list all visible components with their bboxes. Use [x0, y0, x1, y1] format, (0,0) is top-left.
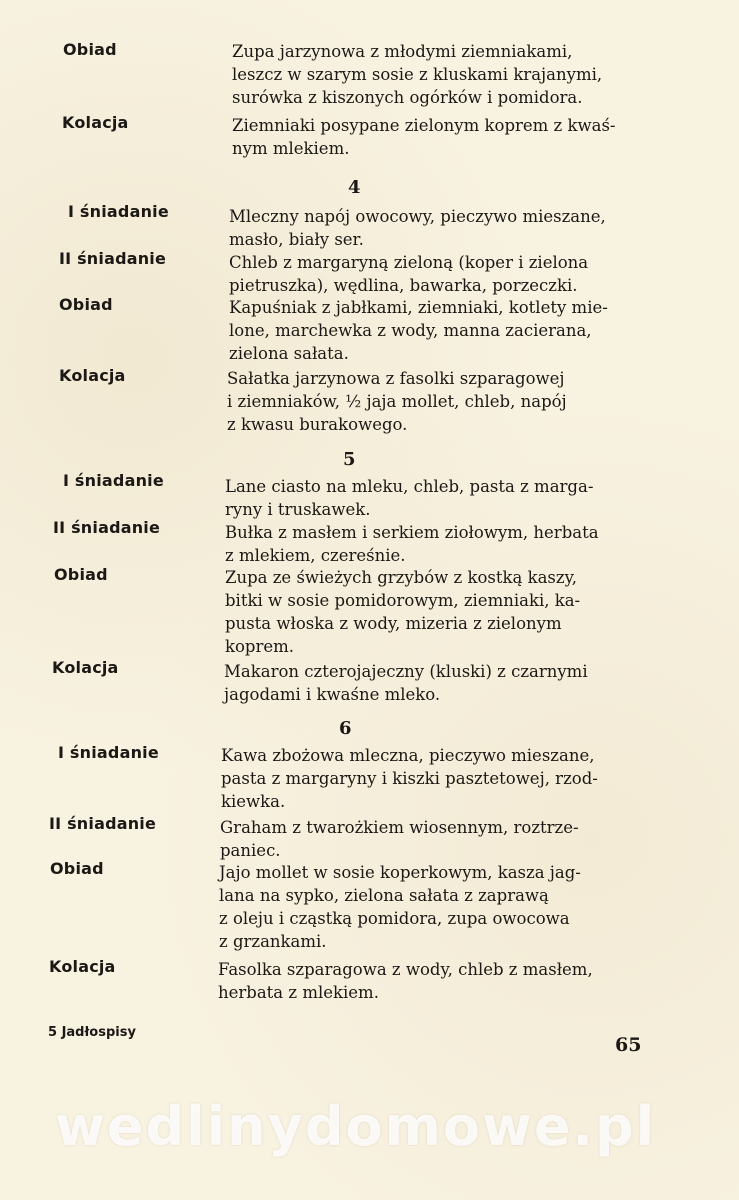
- meal-label: I śniadanie: [68, 202, 169, 221]
- meal-description: Zupa jarzynowa z młodymi ziemniakami, leszcz w szarym sosie z kluskami krajanymi, surówka z kiszonych ogórków i pomidora.: [232, 42, 603, 107]
- meal-description: Ziemniaki posypane zielonym koprem z kwaś- nym mlekiem.: [232, 116, 616, 158]
- meal-description: Fasolka szparagowa z wody, chleb z masłem, herbata z mlekiem.: [218, 960, 593, 1002]
- meal-description: Chleb z margaryną zieloną (koper i zielona pietruszka), wędlina, bawarka, porzeczki.: [229, 253, 589, 295]
- signature-mark: 5 Jadłospisy: [48, 1025, 136, 1040]
- meal-description: Kawa zbożowa mleczna, pieczywo mieszane, pasta z margaryny i kiszki pasztetowej, rzod- kiewka.: [221, 746, 598, 811]
- meal-description: Bułka z masłem i serkiem ziołowym, herbata z mlekiem, czereśnie.: [225, 523, 599, 565]
- meal-label: II śniadanie: [59, 249, 167, 268]
- day-number: 6: [339, 718, 352, 739]
- day-number: 4: [348, 177, 361, 198]
- meal-label: Kolacja: [52, 658, 119, 677]
- meal-label: Kolacja: [62, 113, 129, 132]
- meal-label: Kolacja: [59, 366, 126, 385]
- watermark: wedlinydomowe.pl: [55, 1095, 657, 1158]
- meal-label: II śniadanie: [49, 814, 157, 833]
- meal-description: Jajo mollet w sosie koperkowym, kasza jag- lana na sypko, zielona sałata z zaprawą z oleju i cząstką pomidora, zupa owocowa z grzankami.: [219, 863, 581, 951]
- meal-label: Kolacja: [49, 957, 116, 976]
- meal-description: Kapuśniak z jabłkami, ziemniaki, kotlety mie- lone, marchewka z wody, manna zacierana, zielona sałata.: [229, 298, 608, 363]
- meal-label: I śniadanie: [58, 743, 159, 762]
- page-number: 65: [615, 1034, 642, 1056]
- meal-label: Obiad: [59, 295, 113, 314]
- meal-label: I śniadanie: [63, 471, 164, 490]
- meal-description: Graham z twarożkiem wiosennym, roztrze- paniec.: [220, 818, 579, 860]
- meal-label: Obiad: [54, 565, 108, 584]
- meal-description: Makaron czterojajeczny (kluski) z czarnymi jagodami i kwaśne mleko.: [224, 662, 588, 704]
- day-number: 5: [343, 449, 356, 470]
- meal-label: Obiad: [50, 859, 104, 878]
- meal-label: Obiad: [63, 40, 117, 59]
- meal-label: II śniadanie: [53, 518, 161, 537]
- meal-description: Zupa ze świeżych grzybów z kostką kaszy, bitki w sosie pomidorowym, ziemniaki, ka- pusta włoska z wody, mizeria z zielonym koprem.: [225, 568, 581, 656]
- meal-description: Lane ciasto na mleku, chleb, pasta z marga- ryny i truskawek.: [225, 477, 594, 519]
- meal-description: Mleczny napój owocowy, pieczywo mieszane, masło, biały ser.: [229, 207, 606, 249]
- meal-description: Sałatka jarzynowa z fasolki szparagowej i ziemniaków, ½ jaja mollet, chleb, napój z kwasu burakowego.: [227, 369, 567, 434]
